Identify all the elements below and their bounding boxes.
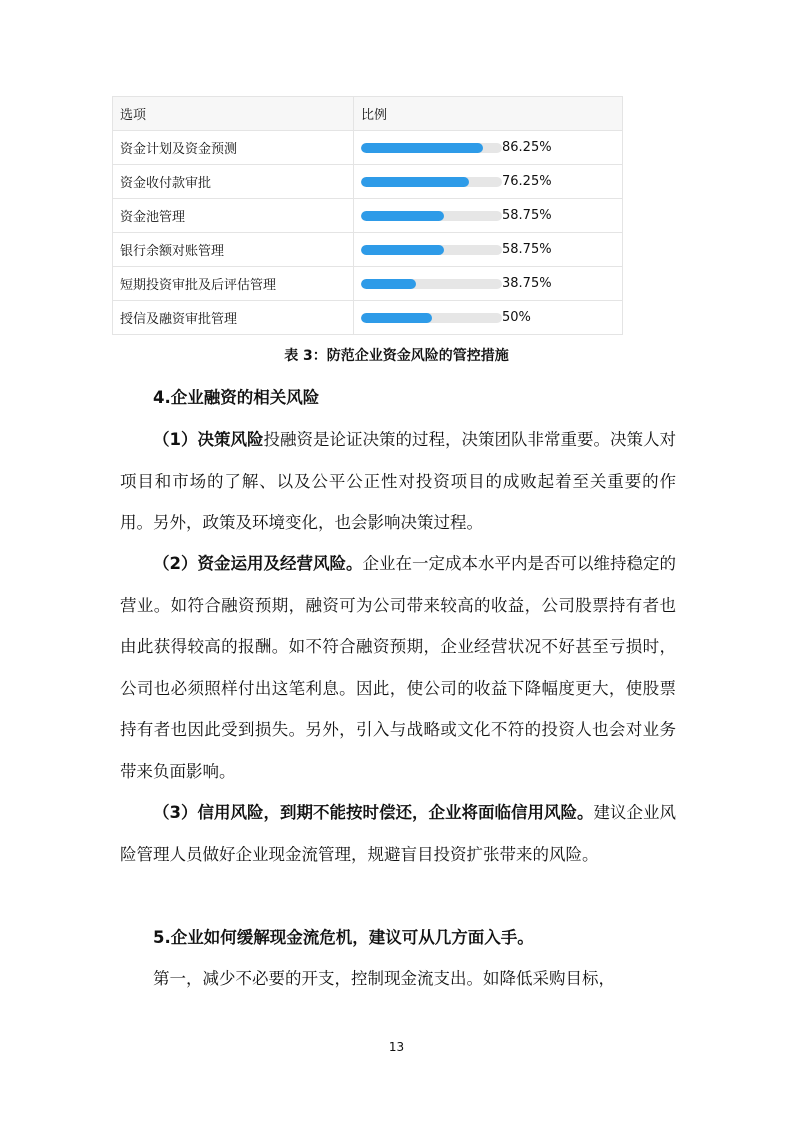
ratio-bar-track — [361, 177, 502, 187]
ratio-bar-group — [361, 140, 622, 155]
ratio-bar-fill — [361, 313, 432, 323]
ratio-percent-label: 50% — [502, 310, 531, 325]
paragraph-body: 企业在一定成本水平内是否可以维持稳定的营业。如符合融资预期，融资可为公司带来较高的收益，公司股票持有者也由此获得较高的报酬。如不符合融资预期，企业经营状况不好甚至亏损时，公司也必须照样付出这笔利息。因此，使公司的收益下降幅度更大，使股票持有者也因此受到损失。另外，引入与战略或文化不符的投资人也会对业务带来负面影响。 — [120, 554, 677, 781]
option-cell: 短期投资审批及后评估管理 — [113, 267, 354, 301]
ratio-percent-label: 76.25% — [502, 174, 552, 189]
table-row — [113, 267, 623, 301]
option-cell: 银行余额对账管理 — [113, 233, 354, 267]
ratio-bar-group — [361, 174, 622, 189]
table-caption: 表 3：防范企业资金风险的管控措施 — [284, 348, 509, 364]
page-number: 13 — [388, 1040, 405, 1054]
section-4-heading: 4.企业融资的相关风险 — [153, 388, 320, 407]
paragraph-decision-risk — [120, 419, 676, 544]
column-header-option: 选项 — [113, 97, 354, 131]
ratio-bar-fill — [361, 143, 483, 153]
ratio-cell — [354, 301, 623, 335]
paragraph-credit-risk — [120, 792, 676, 875]
ratio-bar-fill — [361, 245, 444, 255]
paragraph-body: 建议企业风险管理人员做好企业现金流管理，规避盲目投资扩张带来的风险。 — [120, 803, 677, 864]
risk-control-table — [112, 96, 623, 335]
table-row — [113, 233, 623, 267]
ratio-cell — [354, 131, 623, 165]
table-row — [113, 131, 623, 165]
option-cell: 资金池管理 — [113, 199, 354, 233]
ratio-bar-group — [361, 276, 622, 291]
option-cell: 资金收付款审批 — [113, 165, 354, 199]
ratio-cell — [354, 233, 623, 267]
ratio-bar-fill — [361, 177, 469, 187]
ratio-bar-group — [361, 208, 622, 223]
ratio-bar-group — [361, 310, 622, 325]
paragraph-body: 投融资是论证决策的过程，决策团队非常重要。决策人对项目和市场的了解、以及公平公正性对投资项目的成败起着至关重要的作用。另外，政策及环境变化，也会影响决策过程。 — [120, 430, 676, 532]
ratio-bar-fill — [361, 211, 444, 221]
ratio-percent-label: 38.75% — [502, 276, 552, 291]
option-cell: 资金计划及资金预测 — [113, 131, 354, 165]
ratio-cell — [354, 267, 623, 301]
option-cell: 授信及融资审批管理 — [113, 301, 354, 335]
paragraph-lead: （1）决策风险 — [153, 430, 264, 449]
paragraph-first-measure: 第一，减少不必要的开支，控制现金流支出。如降低采购目标， — [153, 969, 615, 988]
ratio-percent-label: 86.25% — [502, 140, 552, 155]
ratio-bar-track — [361, 313, 502, 323]
ratio-cell — [354, 199, 623, 233]
column-header-ratio: 比例 — [354, 97, 623, 131]
ratio-bar-track — [361, 279, 502, 289]
table-row — [113, 165, 623, 199]
ratio-bar-group — [361, 242, 622, 257]
paragraph-lead: （3）信用风险，到期不能按时偿还，企业将面临信用风险。 — [153, 803, 594, 822]
ratio-bar-track — [361, 143, 502, 153]
paragraph-lead: （2）资金运用及经营风险。 — [153, 554, 363, 573]
ratio-percent-label: 58.75% — [502, 242, 552, 257]
table-row — [113, 199, 623, 233]
table-row — [113, 301, 623, 335]
table-header-row — [113, 97, 623, 131]
ratio-bar-fill — [361, 279, 416, 289]
ratio-bar-track — [361, 245, 502, 255]
ratio-percent-label: 58.75% — [502, 208, 552, 223]
ratio-cell — [354, 165, 623, 199]
paragraph-operation-risk — [120, 543, 676, 792]
section-5-heading: 5.企业如何缓解现金流危机，建议可从几方面入手。 — [153, 928, 534, 947]
ratio-bar-track — [361, 211, 502, 221]
